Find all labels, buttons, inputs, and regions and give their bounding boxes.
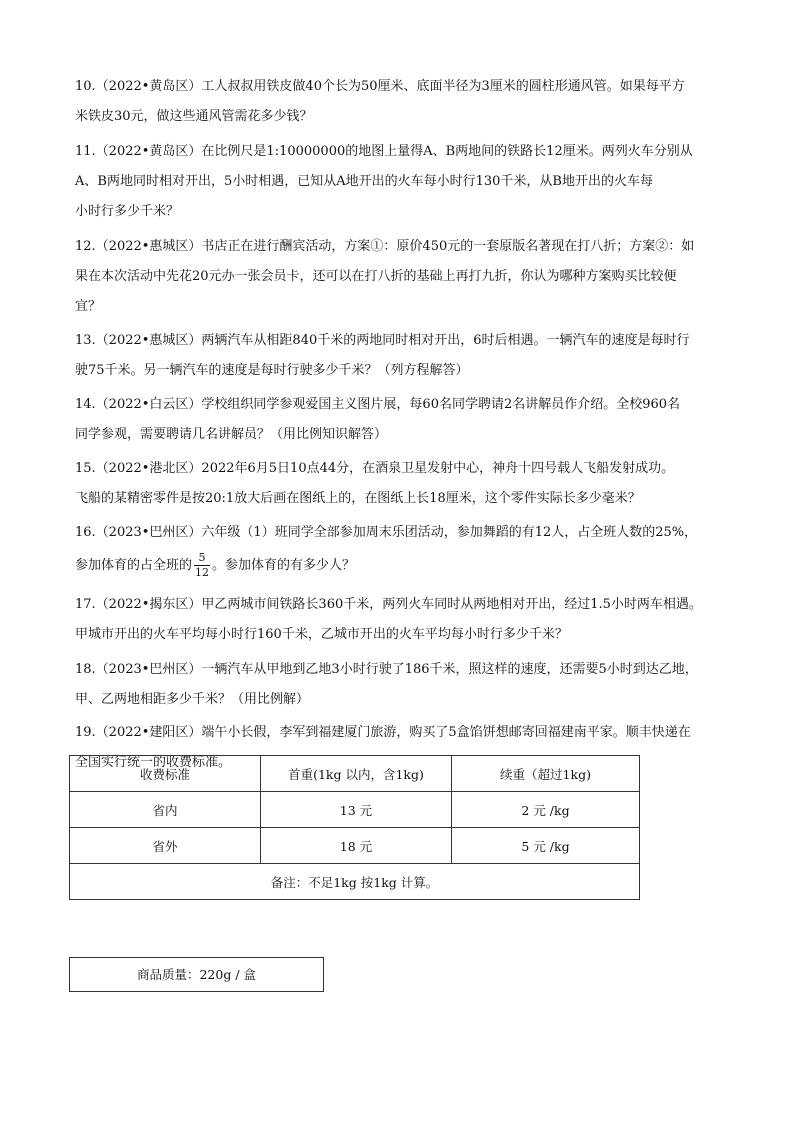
table-cell: 18 元 (261, 828, 452, 864)
problem-line: 10.（2022•黄岛区）工人叔叔用铁皮做40个长为50厘米、底面半径为3厘米的圆柱形通风管。如果每平方 (75, 79, 685, 94)
problem-line: 14.（2022•白云区）学校组织同学参观爱国主义图片展，每60名同学聘请2名讲解员作介绍。全校960名 (75, 397, 681, 412)
fee-table-header-cell: 首重(1kg 以内，含1kg) (261, 756, 452, 792)
problem-line: 小时行多少千米？ (75, 204, 180, 219)
fee-table (69, 755, 640, 900)
fee-table-note-row (70, 864, 640, 900)
problem-line: 全国实行统一的收费标准。 (75, 755, 232, 770)
table-cell: 省内 (70, 792, 261, 828)
fee-table-note: 备注：不足1kg 按1kg 计算。 (70, 864, 640, 900)
problem-line: A、B两地同时相对开出，5小时相遇，已知从A地开出的火车每小时行130千米，从B地开出的火车每 (75, 174, 653, 189)
problem-line: 宜？ (75, 299, 102, 314)
problem-line: 驶75千米。另一辆汽车的速度是每时行驶多少千米？（列方程解答） (75, 363, 469, 378)
problem-line-with-fraction (75, 548, 735, 584)
fraction (194, 551, 210, 580)
problem-18 (75, 655, 735, 715)
problem-line: 米铁皮30元，做这些通风管需花多少钱？ (75, 109, 313, 124)
problem-line: 果在本次活动中先花20元办一张会员卡，还可以在打八折的基础上再打九折，你认为哪种方案购买比较便 (75, 269, 677, 284)
problem-line: 甲、乙两地相距多少千米？（用比例解） (75, 692, 310, 707)
problem-line: 11.（2022•黄岛区）在比例尺是1:10000000的地图上量得A、B两地间的铁路长12厘米。两列火车分别从 (75, 144, 693, 159)
table-cell: 5 元 /kg (452, 828, 640, 864)
fee-table-header-cell: 收费标准 (70, 756, 261, 792)
problem-line: 15.（2022•港北区）2022年6月5日10点44分，在酒泉卫星发射中心，神舟十四号载人飞船发射成功。 (75, 461, 675, 476)
problem-line: 17.（2022•揭东区）甲乙两城市间铁路长360千米，两列火车同时从两地相对开出，经过1.5小时两车相遇。 (75, 597, 702, 612)
table-row (70, 792, 640, 828)
fee-table-header-row (70, 756, 640, 792)
table-cell: 13 元 (261, 792, 452, 828)
problem-16 (75, 518, 735, 584)
goods-weight-box: 商品质量：220g / 盒 (69, 957, 324, 992)
problem-14 (75, 390, 735, 450)
problem-line: 12.（2022•惠城区）书店正在进行酬宾活动，方案①：原价450元的一套原版名著现在打八折；方案②：如 (75, 239, 695, 254)
fraction-denominator: 12 (195, 566, 210, 579)
problem-13 (75, 326, 735, 386)
fee-table-header-cell: 续重（超过1kg) (452, 756, 640, 792)
table-cell: 2 元 /kg (452, 792, 640, 828)
problem-line: 飞船的某精密零件是按20:1放大后画在图纸上的，在图纸上长18厘米，这个零件实际长多少毫米？ (75, 491, 641, 506)
problem-15 (75, 454, 735, 514)
problem-line: 19.（2022•建阳区）端午小长假，李军到福建厦门旅游，购买了5盒馅饼想邮寄回福建南平家。顺丰快递在 (75, 725, 691, 740)
problem-line: 甲城市开出的火车平均每小时行160千米，乙城市开出的火车平均每小时行多少千米？ (75, 627, 568, 642)
problem-line: 13.（2022•惠城区）两辆汽车从相距840千米的两地同时相对开出，6时后相遇。一辆汽车的速度是每时行 (75, 333, 690, 348)
problem-line: 同学参观，需要聘请几名讲解员？（用比例知识解答） (75, 427, 388, 442)
table-cell: 省外 (70, 828, 261, 864)
problem-17 (75, 590, 735, 650)
problem-12 (75, 232, 735, 322)
fraction-line-after: 。参加体育的有多少人？ (212, 558, 356, 573)
fraction-numerator: 5 (194, 551, 210, 566)
problem-line: 18.（2023•巴州区）一辆汽车从甲地到乙地3小时行驶了186千米，照这样的速度，还需要5小时到达乙地， (75, 662, 698, 677)
fraction-line-before: 参加体育的占全班的 (75, 558, 193, 573)
problem-10 (75, 72, 735, 132)
problem-11 (75, 137, 735, 227)
problem-line: 16.（2023•巴州区）六年级（1）班同学全部参加周末乐团活动，参加舞蹈的有12人，占全班人数的25%， (75, 525, 698, 540)
table-row (70, 828, 640, 864)
